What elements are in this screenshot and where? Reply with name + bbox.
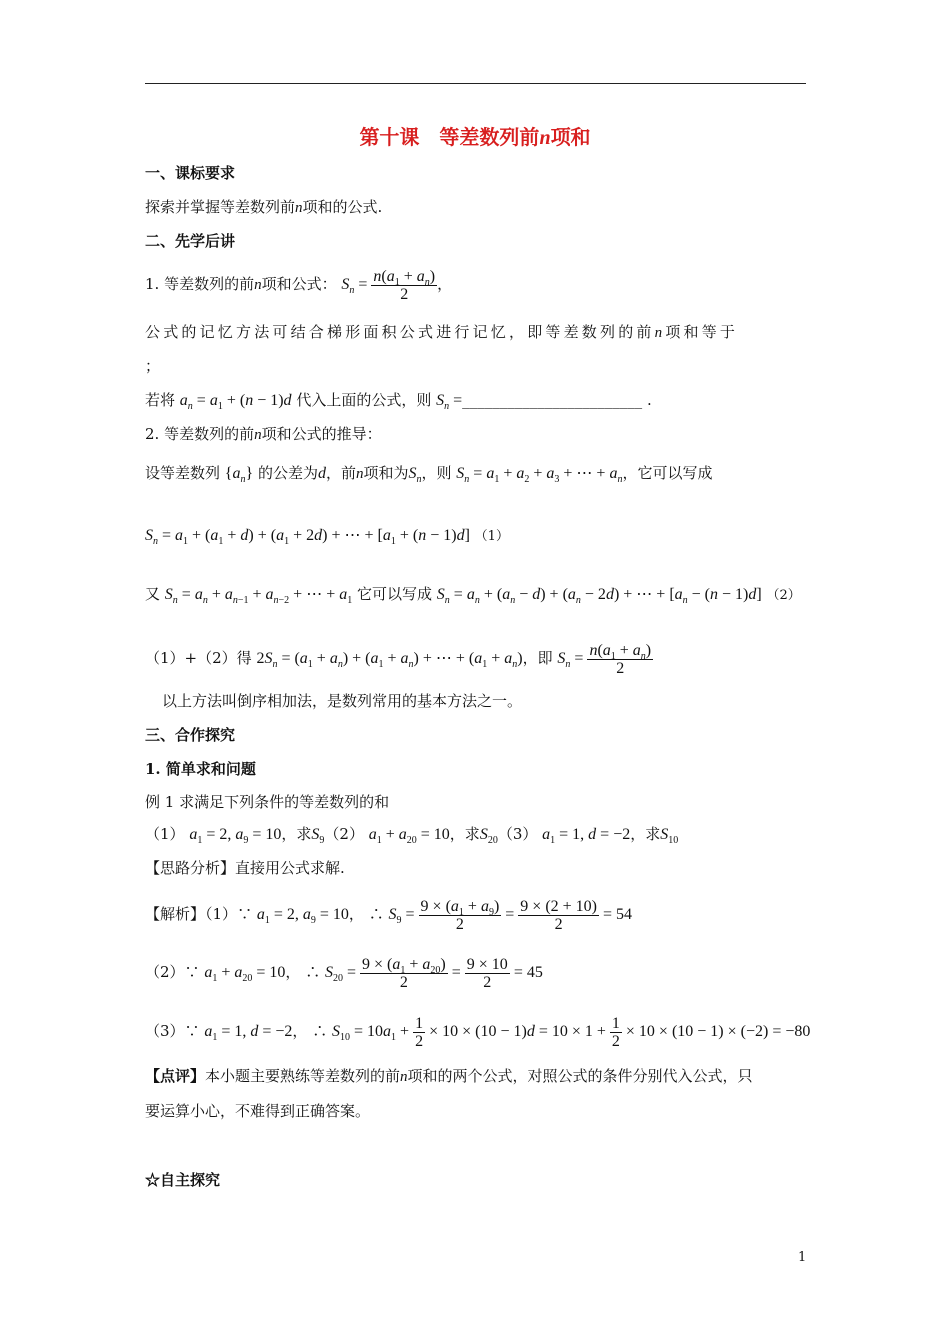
self-study-heading: ☆自主探究	[145, 1171, 221, 1189]
analysis: 【思路分析】直接用公式求解.	[145, 859, 345, 877]
sum-formula-line: 1. 等差数列的前n项和公式： $S_n$ = $\frac{n(a_1 + a_n)}{2}$ ，	[145, 267, 453, 303]
section-1-body: 探索并掌握等差数列前n项和的公式.	[145, 198, 383, 216]
section-3-heading: 三、合作探究	[145, 726, 236, 744]
page-title: 第十课 等差数列前n项和	[359, 125, 591, 149]
solution-3: （3）∵ $a_1 = 1$, d = −2， ∴ $S_{10} = 10a_1$ + $\frac{1}{2}$ × 10 × (10 − 1)d = 10 × 1 + $\frac{1}{2}$ × 10 × (10 − 1) × (−2) = −80	[145, 1014, 811, 1050]
example-1: 例 1 求满足下列条件的等差数列的和	[145, 793, 390, 811]
subsection-heading: 1. 简单求和问题	[145, 760, 256, 778]
combined-equation: （1）+（2）得 $2S_n = (a_1 + a_n) + (a_1 + a_n)$ + ⋯ + $(a_1 + a_n)$，即 $S_n$ = $\frac{n(a_1 + a_n)}{2}$	[145, 641, 652, 677]
page-number: 1	[798, 1250, 807, 1265]
method-note: 以上方法叫倒序相加法，是数列常用的基本方法之一。	[162, 692, 523, 710]
section-2-heading: 二、先学后讲	[145, 232, 236, 250]
sum-formula: $S_n$ = $\frac{n(a_1 + a_n)}{2}$	[341, 267, 436, 303]
review-line-1: 【点评】本小题主要熟练等差数列的前n项和的两个公式，对照公式的条件分别代入公式，只	[145, 1067, 753, 1085]
setup-line: 设等差数列 $\{a_n\}$ 的公差为d，前n项和为$S_n$，则 $S_n = a_1 + a_2 + a_3$ + ⋯ + $a_n$，它可以写成	[145, 464, 713, 485]
equation-2: 又 $S_n = a_n + a_{n-1} + a_{n-2}$ + ⋯ + $a_1$ 它可以写成 $S_n = a_n + (a_n - d) + (a_n - 2d)$ + ⋯ + $[a_n - (n - 1)d]$ （2）	[145, 585, 801, 606]
substitution-line: 若将 $a_n = a_1 + (n - 1)d$ 代入上面的公式，则 $S_n$ =________________________ .	[145, 391, 652, 412]
derivation-heading: 2. 等差数列的前n项和公式的推导：	[145, 425, 382, 443]
answer-blank[interactable]: ________________________	[462, 391, 643, 409]
memory-tip: 公式的记忆方法可结合梯形面积公式进行记忆，即等差数列的前n项和等于	[145, 323, 739, 341]
memory-tip-semicolon: ；	[145, 357, 161, 375]
section-1-heading: 一、课标要求	[145, 164, 236, 182]
solution-2: （2）∵ $a_1 + a_{20} = 10$， ∴ $S_{20}$ = $\frac{9 \times (a_1 + a_{20})}{2}$ = $\frac{9 \times 10}{2}$ = 45	[145, 955, 543, 991]
solution-1: 【解析】（1）∵ $a_1 = 2$, $a_9 = 10$， ∴ $S_9$ = $\frac{9 \times (a_1 + a_9)}{2}$ = $\frac{9 \times (2 + 10)}{2}$ = 54	[145, 897, 633, 933]
header-rule	[145, 83, 806, 84]
equation-1: $S_n = a_1 + (a_1 + d) + (a_1 + 2d)$ + ⋯ + $[a_1 + (n - 1)d]$ （1）	[145, 527, 509, 547]
review-line-2: 要运算小心，不难得到正确答案。	[145, 1102, 371, 1120]
example-conditions: （1） $a_1 = 2$, $a_9 = 10$，求$S_9(2) a_1 + a_{20} = 10$，求$S_{20}(3) a_1 = 1$, d = −2，求$S_{10}$	[145, 825, 679, 846]
